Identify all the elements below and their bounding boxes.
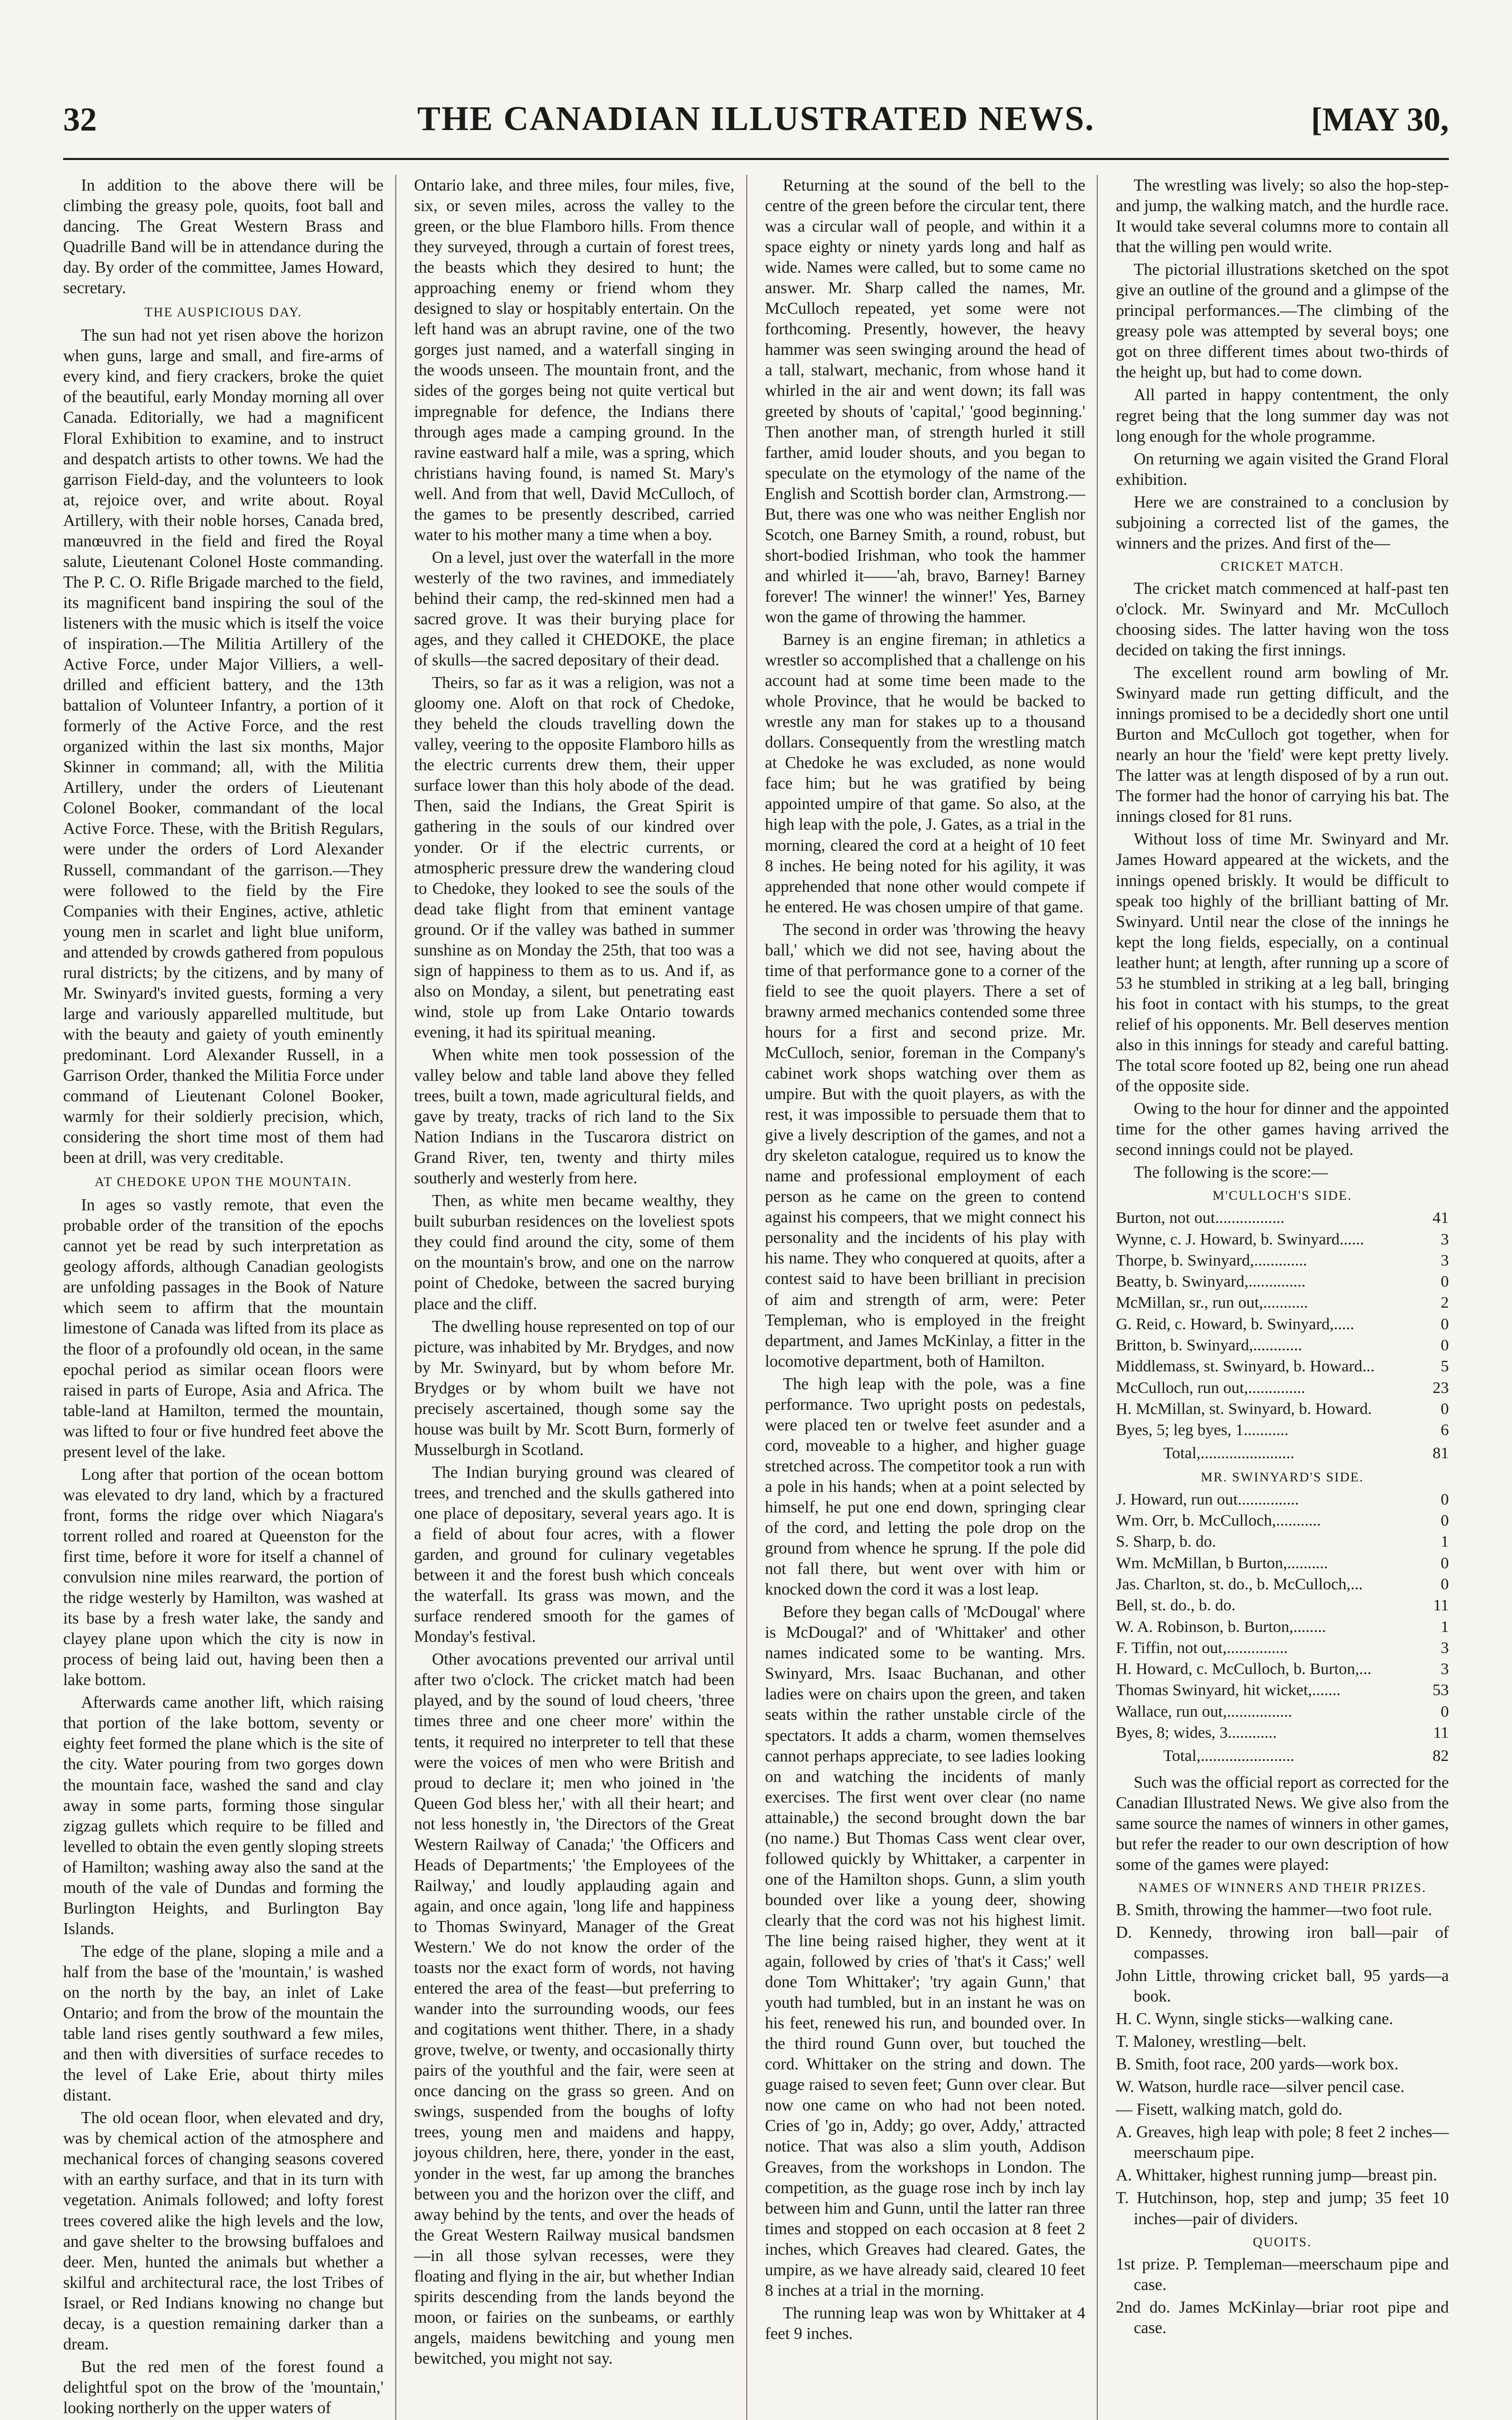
paragraph: Without loss of time Mr. Swinyard and Mr. James Howard appeared at the wickets, and the innings opened briskly. It would be difficult to speak too highly of the brilliant batting of Mr. Swinyard. Until near the close of the innings he kept the long fields, especially, on a continual leather hunt; at length, after running up a score of 53 he stumbled in striking at a leg ball, bringing his foot in contact with his stumps, to the great relief of his opponents. Mr. Bell deserves mention also in this innings for steady and careful batting. The total score footed up 82, being one run ahead of the opposite side. xyxy=(1116,830,1449,1095)
issue-date: [MAY 30, xyxy=(1311,101,1449,138)
paragraph: The excellent round arm bowling of Mr. Swinyard made run getting difficult, and the innings promised to be a decidedly short one until Burton and McCulloch got together, when for nearly an hour the 'field' were kept pretty lively. The latter was at length disposed of by a run out. The former had the honor of carrying his bat. The innings closed for 81 runs. xyxy=(1116,663,1449,826)
paragraph: The edge of the plane, sloping a mile and a half from the base of the 'mountain,' is washed on the north by the bay, an inlet of Lake Ontario; and from the brow of the mountain the table land rises gently southward a few miles, and then with diversities of surface recedes to the level of Lake Erie, about thirty miles distant. xyxy=(63,1941,384,2105)
winner-entry: B. Smith, foot race, 200 yards—work box. xyxy=(1116,2055,1399,2074)
total-label: Total,....................... xyxy=(1163,1443,1295,1462)
score-row xyxy=(1116,1552,1449,1574)
batsman: Wm. Orr, b. McCulloch,........... xyxy=(1116,1511,1321,1530)
batsman: Wynne, c. J. Howard, b. Swinyard...... xyxy=(1116,1229,1364,1248)
page-number: 32 xyxy=(63,101,97,138)
batsman: S. Sharp, b. do. xyxy=(1116,1532,1216,1551)
winner-entry: B. Smith, throwing the hammer—two foot rule. xyxy=(1116,1900,1433,1919)
score-total xyxy=(1116,1442,1449,1463)
batsman: Bell, st. do., b. do. xyxy=(1116,1596,1236,1615)
column-1 xyxy=(63,175,396,2420)
score-row xyxy=(1116,1489,1449,1510)
batsman: H. Howard, c. McCulloch, b. Burton,... xyxy=(1116,1659,1371,1678)
scorecard-heading: M'CULLOCH'S SIDE. xyxy=(1213,1189,1353,1203)
batsman: Jas. Charlton, st. do., b. McCulloch,... xyxy=(1116,1574,1363,1593)
total-label: Total,....................... xyxy=(1163,1746,1295,1765)
paragraph: Owing to the hour for dinner and the appointed time for the other games having arrived the second innings could not be played. xyxy=(1116,1099,1449,1159)
prize-entry: 2nd do. James McKinlay—briar root pipe and case. xyxy=(1116,2297,1449,2337)
scorecard-heading: MR. SWINYARD'S SIDE. xyxy=(1200,1470,1364,1485)
paragraph: The sun had not yet risen above the horizon when guns, large and small, and fire-arms of every kind, and fiery crackers, broke the quiet of the beautiful, early Monday morning all over Canada. Editorially, we had a magnificent Floral Exhibition to examine, and to instruct and despatch artists to other towns. We had the garrison Field-day, and the volunteers to look at, rejoice over, and write about. Royal Artillery, with their noble horses, Canada bred, manœuvred in the field and fired the Royal salute, Lieutenant Colonel Hoste commanding. The P. C. O. Rifle Brigade marched to the field, its magnificent band inspiring the soul of the listeners with the music which is itself the voice of inspiration.—The Militia Artillery of the Active Force, under Major Villiers, a well-drilled and efficient battery, and the 13th battalion of Volunteer Infantry, a portion of it formerly of the Active Force, and the rest organized within the last six months, Major Skinner in command; all, with the Militia Artillery, under the orders of Lieutenant Colonel Booker, commandant of the local Active Force. These, with the British Regulars, were under the orders of Lord Alexander Russell, commandant of the garrison.—They were followed to the field by the Fire Companies with their Engines, active, athletic young men in scarlet and light blue uniform, and attended by crowds gathered from populous rural districts; by the citizens, and by many of Mr. Swinyard's invited guests, forming a very large and variously apparelled multitude, but with the beauty and gaiety of youth eminently predominant. Lord Alexander Russell, in a Garrison Order, thanked the Militia Force under command of Lieutenant Colonel Booker, warmly for their soldierly precision, which, considering the short time most of them had been at drill, was very creditable. xyxy=(63,326,384,1167)
paragraph: The running leap was won by Whittaker at 4 feet 9 inches. xyxy=(765,2303,1086,2343)
section-heading: CRICKET MATCH. xyxy=(1220,559,1344,574)
runs: 1 xyxy=(1440,1617,1449,1636)
score-row xyxy=(1116,1292,1449,1313)
paragraph: On returning we again visited the Grand Floral exhibition. xyxy=(1116,449,1449,489)
paragraph: Here we are constrained to a conclusion by subjoining a corrected list of the games, the winners and the prizes. And first of the— xyxy=(1116,492,1449,552)
runs: 23 xyxy=(1433,1378,1449,1397)
score-row xyxy=(1116,1419,1449,1440)
runs: 6 xyxy=(1440,1420,1449,1439)
score-row xyxy=(1116,1207,1449,1228)
masthead xyxy=(63,95,1449,160)
score-row xyxy=(1116,1616,1449,1637)
paragraph: The pictorial illustrations sketched on the spot give an outline of the ground and a glimpse of the principal performances.—The climbing of the greasy pole was attempted by several boys; one got on three different times about two-thirds of the height up, but had to come down. xyxy=(1116,260,1449,382)
runs: 0 xyxy=(1440,1574,1449,1593)
column-4 xyxy=(1116,175,1449,2420)
runs: 5 xyxy=(1440,1357,1449,1376)
paragraph: When white men took possession of the valley below and table land above they felled trees, built a town, made agricultural fields, and gave by treaty, tracks of rich land to the Six Nation Indians in the Tuscarora district on Grand River, ten, twenty and thirty miles southerly and westerly from here. xyxy=(414,1045,735,1188)
score-row xyxy=(1116,1335,1449,1356)
runs: 2 xyxy=(1440,1293,1449,1312)
paragraph: Ontario lake, and three miles, four miles, five, six, or seven miles, across the valley to the green, or the blue Flamboro hills. From thence they surveyed, through a curtain of forest trees, the beasts which they desired to hunt; the approaching enemy or friend whom they designed to slay or hospitably entertain. On the left hand was an abrupt ravine, one of the two gorges just named, and a waterfall singing in the woods unseen. The mountain front, and the sides of the gorges being not quite vertical but impregnable for defence, the Indians there through ages made a camping ground. In the ravine eastward half a mile, was a spring, which christians having found, is named St. Mary's well. And from that well, David McCulloch, of the games to be presently described, carried water to his mother many a time when a boy. xyxy=(414,176,735,544)
winner-entry: H. C. Wynn, single sticks—walking cane. xyxy=(1116,2009,1394,2028)
newspaper-title: THE CANADIAN ILLUSTRATED NEWS. xyxy=(417,99,1095,138)
section-heading: QUOITS. xyxy=(1253,2235,1312,2249)
section-heading: THE AUSPICIOUS DAY. xyxy=(144,305,303,320)
section-heading: AT CHEDOKE UPON THE MOUNTAIN. xyxy=(94,1175,352,1190)
paragraph: Returning at the sound of the bell to the centre of the green before the circular tent, there was a circular wall of people, and within it a space eighty or ninety yards long and half as wide. Names were called, but to some came no answer. Mr. Sharp called the names, Mr. McCulloch repeated, yet some were not forthcoming. Presently, however, the heavy hammer was seen swinging around the head of a tall, stalwart, mechanic, from whose hand it whirled in the air and went down; its fall was greeted by shouts of 'capital,' 'good beginning.' Then another man, of strength hurled it still farther, amid louder shouts, and you began to speculate on the etymology of the name of the English and Scottish border clan, Armstrong.—But, there was one who was neither English nor Scotch, one Barney Smith, a round, robust, but short-bodied Irishman, who took the hammer and whirled it——'ah, bravo, Barney! Barney forever! The winner! the winner!' Yes, Barney won the game of throwing the hammer. xyxy=(765,176,1086,626)
paragraph: Other avocations prevented our arrival until after two o'clock. The cricket match had been played, and by the sound of loud cheers, 'three times three and one cheer more' within the tents, it required no interpreter to tell that these were the voices of men who were British and proud to declare it; men who joined in 'the Queen God bless her,' with all their heart; and not less honestly in, 'the Directors of the Great Western Railway of Canada;' 'the Officers and Heads of Departments;' 'the Employees of the Railway,' and loudly applauding again and again, and once again, 'long life and happiness to Thomas Swinyard, Manager of the Great Western.' We do not know the order of the toasts nor the exact form of words, not having entered the area of the feast—but preferring to wander into the surrounding woods, our fees and cogitations went thither. There, in a shady grove, twelve, or twenty, and occasionally thirty pairs of the youthful and the fair, were seen at once dancing on the grass so green. And on swings, suspended from the boughs of lofty trees, young men and maidens and happy, joyous children, here, there, yonder in the east, yonder in the west, far up among the branches between you and the horizon over the cliff, and away behind by the tents, and over the heads of the Great Western Railway musical bandsmen—in all those sylvan recesses, were they floating and flying in the air, but whether Indian spirits descending from the lands beyond the moon, or fairies on the sunbeams, or earthly angels, maidens bewitching and young men bewitched, you might not say. xyxy=(414,1650,735,2367)
runs: 3 xyxy=(1440,1659,1449,1678)
prize-entry: 1st prize. P. Templeman—meerschaum pipe and case. xyxy=(1116,2254,1449,2294)
winner-entry: John Little, throwing cricket ball, 95 yards—a book. xyxy=(1116,1966,1449,2006)
batsman: Thomas Swinyard, hit wicket,....... xyxy=(1116,1680,1341,1699)
score-total xyxy=(1116,1745,1449,1766)
score-row xyxy=(1116,1679,1449,1700)
paragraph: The second in order was 'throwing the heavy ball,' which we did not see, having about the time of that performance gone to a corner of the field to see the quoit players. There a set of brawny armed mechanics contended some three hours for a first and second prize. Mr. McCulloch, senior, foreman in the Company's cabinet work shops watching over them as umpire. But with the quoit players, as with the rest, it was impossible to persuade them that to give a lively description of the games, and not a dry skeleton catalogue, required us to know the name and professional employment of each person as he came on the green to contend against his compeers, that we might connect his personality and the incidents of his play with his name. They who conquered at quoits, after a contest said to have been brilliant in precision of aim and strength of arm, were: Peter Templeman, who is employed in the freight department, and James McKinlay, a fitter in the locomotive department, both of Hamilton. xyxy=(765,920,1086,1370)
runs: 0 xyxy=(1440,1272,1449,1291)
paragraph: In addition to the above there will be climbing the greasy pole, quoits, foot ball and dancing. The Great Western Brass and Quadrille Band will be in attendance during the day. By order of the committee, James Howard, secretary. xyxy=(63,176,384,297)
batsman: Burton, not out................. xyxy=(1116,1208,1285,1227)
column-3 xyxy=(765,175,1098,2420)
score-row xyxy=(1116,1701,1449,1722)
runs: 53 xyxy=(1433,1680,1449,1699)
paragraph: The cricket match commenced at half-past ten o'clock. Mr. Swinyard and Mr. McCulloch choosing sides. The latter having won the toss decided on taking the first innings. xyxy=(1116,579,1449,659)
scorecard-mcculloch xyxy=(1116,1207,1449,1464)
batsman: F. Tiffin, not out,............... xyxy=(1116,1638,1288,1657)
score-row xyxy=(1116,1313,1449,1335)
batsman: Middlemass, st. Swinyard, b. Howard... xyxy=(1116,1357,1375,1376)
total-runs: 82 xyxy=(1433,1746,1449,1765)
runs: 3 xyxy=(1440,1250,1449,1269)
batsman: McCulloch, run out,.............. xyxy=(1116,1378,1306,1397)
winner-entry: T. Hutchinson, hop, step and jump; 35 feet 10 inches—pair of dividers. xyxy=(1116,2188,1449,2228)
article-columns xyxy=(63,175,1449,2417)
extras: Byes, 5; leg byes, 1........... xyxy=(1116,1420,1289,1439)
column-2 xyxy=(414,175,747,2420)
score-row xyxy=(1116,1271,1449,1292)
winner-entry: — Fisett, walking match, gold do. xyxy=(1116,2100,1343,2119)
winner-entry: T. Maloney, wrestling—belt. xyxy=(1116,2032,1307,2051)
score-row xyxy=(1116,1250,1449,1271)
runs: 0 xyxy=(1440,1399,1449,1418)
runs: 0 xyxy=(1440,1314,1449,1333)
runs: 1 xyxy=(1440,1532,1449,1551)
paragraph: Long after that portion of the ocean bottom was elevated to dry land, which by a fractured front, forms the ridge over which Niagara's torrent rolled and roared at Queenston for the first time, before it wore for itself a channel of convulsion nine miles rearward, the portion of the ridge westerly by Hamilton, was washed at its base by a fresh water lake, the sandy and clayey plane upon which the city is now in process of being laid out, having been then a lake bottom. xyxy=(63,1465,384,1689)
batsman: Thorpe, b. Swinyard,............. xyxy=(1116,1250,1307,1269)
batsman: H. McMillan, st. Swinyard, b. Howard. xyxy=(1116,1399,1372,1418)
batsman: Beatty, b. Swinyard,.............. xyxy=(1116,1272,1306,1291)
runs: 3 xyxy=(1440,1229,1449,1248)
paragraph: But the red men of the forest found a delightful spot on the brow of the 'mountain,' looking northerly on the upper waters of xyxy=(63,2357,384,2417)
paragraph: Before they began calls of 'McDougal' where is McDougal?' and of 'Whittaker' and other names indicated some to be wanting. Mrs. Swinyard, Mrs. Isaac Buchanan, and other ladies were on chairs upon the green, and taken seats within the rather unstable circle of the spectators. It adds a charm, women themselves cannot perhaps appreciate, to see ladies looking on and watching the incidents of manly exercises. The first went over clear (no name attainable,) the second brought down the bar (no name.) But Thomas Cass went clear over, followed quickly by Whittaker, a carpenter in one of the Hamilton shops. Gunn, a slim youth bounded over like a young deer, showing clearly that the cord was not his highest limit. The line being raised higher, they went at it again, followed by cries of 'that's it Cass;' well done Tom Whittaker'; 'try again Gunn,' that youth had tumbled, but in an instant he was on his feet, renewed his run, and bounded over. In the third round Gunn over, but touched the cord. Whittaker on the string and down. The guage raised to seven feet; Gunn over clear. But now one came on who had not been noted. Cries of 'go in, Addy; go over, Addy,' attracted notice. That was also a slim youth, Addison Greaves, from the workshops in London. The competition, as the guage rose inch by inch lay between him and Gunn, until the latter ran three times and stopped on each occasion at 8 feet 2 inches, which Greaves had cleared. Gates, the umpire, as we have already said, cleared 10 feet 8 inches at a trial in the morning. xyxy=(765,1602,1086,2299)
scorecard-swinyard xyxy=(1116,1489,1449,1767)
score-row xyxy=(1116,1510,1449,1531)
batsman: McMillan, sr., run out,........... xyxy=(1116,1293,1308,1312)
runs: 41 xyxy=(1433,1208,1449,1227)
paragraph: The Indian burying ground was cleared of trees, and trenched and the skulls gathered into one place of depositary, several years ago. It is a field of about four acres, with a flower garden, and ground for culinary vegetables between it and the forest bush which conceals the waterfall. Its grass was mown, and the surface rendered smooth for the games of Monday's festival. xyxy=(414,1462,735,1646)
score-row xyxy=(1116,1595,1449,1616)
batsman: Wm. McMillan, b Burton,.......... xyxy=(1116,1553,1328,1572)
runs: 0 xyxy=(1440,1553,1449,1572)
runs: 3 xyxy=(1440,1638,1449,1657)
score-row xyxy=(1116,1658,1449,1679)
extras: Byes, 8; wides, 3............ xyxy=(1116,1723,1277,1742)
runs: 0 xyxy=(1440,1701,1449,1720)
paragraph: The high leap with the pole, was a fine performance. Two upright posts on pedestals, were placed ten or twelve feet asunder and a cord, moveable to a higher, and higher guage stretched across. The competitor took a run with a pole in his hands; when at a point selected by himself, he put one end down, springing clear of the cord, and letting the pole drop on the ground from whence he sprung. If the pole did not fall there, but went over with him or knocked down the cord it was a lost leap. xyxy=(765,1374,1086,1599)
runs: 0 xyxy=(1440,1335,1449,1354)
score-row xyxy=(1116,1398,1449,1419)
paragraph: All parted in happy contentment, the only regret being that the long summer day was not long enough for the whole programme. xyxy=(1116,385,1449,445)
quoits-list xyxy=(1116,2254,1449,2338)
paragraph: Barney is an engine fireman; in athletics a wrestler so accomplished that a challenge on his account had at some time been made to the whole Province, that he would be backed to wrestle any man for stakes up to a thousand dollars. Consequently from the wrestling match at Chedoke he was excluded, as none would face him; but he was gratified by being appointed umpire of that game. So also, at the high leap with the pole, J. Gates, as a trial in the morning, cleared the cord at a height of 10 feet 8 inches. He being noted for his agility, it was apprehended that none other would compete if he entered. He was chosen umpire of that game. xyxy=(765,630,1086,916)
score-row xyxy=(1116,1356,1449,1377)
paragraph: The following is the score:— xyxy=(1134,1163,1328,1182)
paragraph: Such was the official report as corrected for the Canadian Illustrated News. We give also from the same source the names of winners in other games, but refer the reader to our own description of how some of the games were played: xyxy=(1116,1772,1449,1874)
paragraph: The old ocean floor, when elevated and dry, was by chemical action of the atmosphere and mechanical forces of changing seasons covered with an earthy surface, and that in its turn with vegetation. Animals followed; and lofty forest trees covered alike the high levels and the low, and gave shelter to the browsing buffaloes and deer. Men, hunted the animals but whether a skilful and architectural race, the lost Tribes of Israel, or Red Indians knowing no change but decay, is a question remaining darker than a dream. xyxy=(63,2108,384,2353)
score-row xyxy=(1116,1531,1449,1552)
score-row xyxy=(1116,1637,1449,1658)
paragraph: In ages so vastly remote, that even the probable order of the transition of the epochs cannot yet be read by such interpretation as geology affords, although Canadian geologists are unfolding passages in the Book of Nature which seem to affirm that the mountain limestone of Canada was lifted from its place as the floor of a profoundly old ocean, in the same epochal period as similar ocean floors were raised in parts of Europe, Asia and Africa. The table-land at Hamilton, termed the mountain, was lifted to four or five hundred feet above the present level of the lake. xyxy=(63,1196,384,1461)
total-runs: 81 xyxy=(1433,1443,1449,1462)
paragraph: Then, as white men became wealthy, they built suburban residences on the loveliest spots they could find around the city, some of them on the mountain's brow, and one on the narrow point of Chedoke, between the sacred burying place and the cliff. xyxy=(414,1191,735,1313)
batsman: J. Howard, run out............... xyxy=(1116,1489,1299,1508)
batsman: Wallace, run out,................ xyxy=(1116,1701,1293,1720)
runs: 11 xyxy=(1433,1596,1449,1615)
winner-entry: W. Watson, hurdle race—silver pencil case. xyxy=(1116,2077,1405,2096)
score-row xyxy=(1116,1574,1449,1595)
paragraph: The dwelling house represented on top of our picture, was inhabited by Mr. Brydges, and now by Mr. Swinyard, but by whom before Mr. Brydges or by whom built we have not precisely ascertained, though some say the house was built by Mr. Scott Burn, formerly of Musselburgh in Scotland. xyxy=(414,1317,735,1459)
score-row xyxy=(1116,1377,1449,1398)
paragraph: The wrestling was lively; so also the hop-step-and jump, the walking match, and the hurdle race. It would take several columns more to contain all that the willing pen would write. xyxy=(1116,176,1449,256)
winner-entry: A. Whittaker, highest running jump—breast pin. xyxy=(1116,2166,1437,2185)
score-row xyxy=(1116,1229,1449,1250)
paragraph: Theirs, so far as it was a religion, was not a gloomy one. Aloft on that rock of Chedoke, they beheld the clouds travelling down the valley, veering to the opposite Flamboro hills as the electric currents drew them, their upper surface lower than this holy abode of the dead. Then, said the Indians, the Great Spirit is gathering in the souls of our kindred over yonder. Or if the electric currents, or atmospheric pressure drew the wandering cloud to Chedoke, they looked to see the souls of the dead take flight from that eminent vantage ground. Or if the valley was bathed in summer sunshine as on Monday the 25th, that too was a sign of happiness to them as to us. And if, as also on Monday, a silent, but penetrating east wind, stole up from Lake Ontario towards evening, it had its spiritual meaning. xyxy=(414,673,735,1041)
runs: 0 xyxy=(1440,1489,1449,1508)
paragraph: On a level, just over the waterfall in the more westerly of the two ravines, and immediately behind their camp, the red-skinned men had a sacred grove. It was their burying place for ages, and they called it CHEDOKE, the place of skulls—the sacred depositary of their dead. xyxy=(414,547,735,670)
section-heading: NAMES OF WINNERS AND THEIR PRIZES. xyxy=(1138,1880,1427,1895)
batsman: Britton, b. Swinyard,............ xyxy=(1116,1335,1303,1354)
score-row xyxy=(1116,1722,1449,1743)
batsman: G. Reid, c. Howard, b. Swinyard,..... xyxy=(1116,1314,1355,1333)
runs: 0 xyxy=(1440,1511,1449,1530)
batsman: W. A. Robinson, b. Burton,........ xyxy=(1116,1617,1326,1636)
winner-entry: D. Kennedy, throwing iron ball—pair of compasses. xyxy=(1116,1923,1449,1962)
paragraph: Afterwards came another lift, which raising that portion of the lake bottom, seventy or eighty feet formed the plane which is the site of the city. Water pouring from two gorges down the mountain face, washed the sand and clay away in some parts, forming those singular zigzag gullets which require to be filled and levelled to obtain the even gently sloping streets of Hamilton; washing away also the sand at the mouth of the vale of Dundas and forming the Burlington Heights, and Burlington Bay Islands. xyxy=(63,1693,384,1938)
winner-entry: A. Greaves, high leap with pole; 8 feet 2 inches—meerschaum pipe. xyxy=(1116,2123,1449,2162)
runs: 11 xyxy=(1433,1723,1449,1742)
winners-list xyxy=(1116,1899,1449,2229)
